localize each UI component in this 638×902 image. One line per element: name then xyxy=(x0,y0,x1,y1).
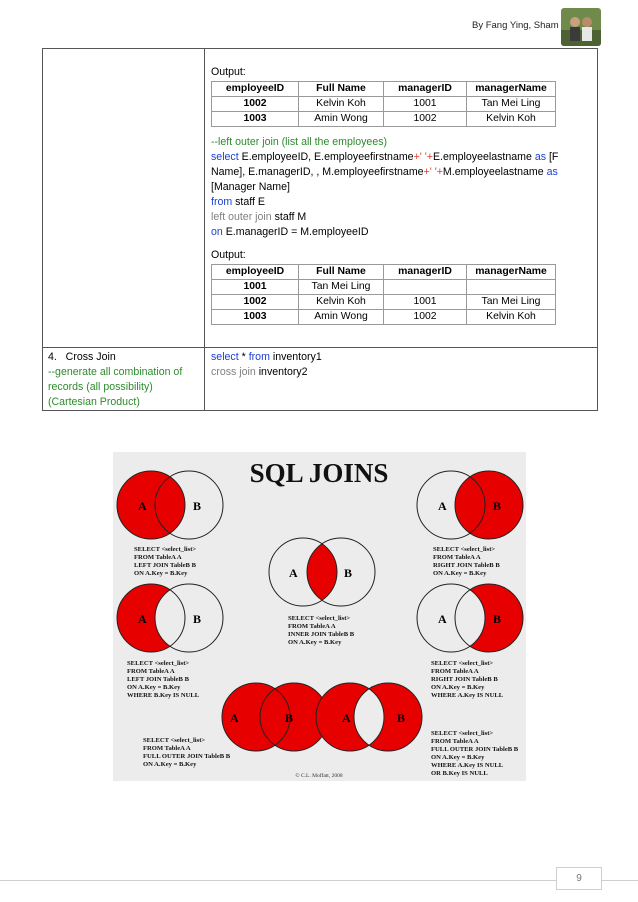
table-cell: Kelvin Koh xyxy=(299,295,384,310)
diagram-credit: © C.L. Moffatt, 2008 xyxy=(295,773,343,779)
table-cell: Amin Wong xyxy=(299,112,384,127)
table-row xyxy=(212,97,556,112)
sql-text: WHERE A.Key IS NULL xyxy=(431,692,504,699)
sql-text: ON A.Key = B.Key xyxy=(433,570,487,577)
column-header: employeeID xyxy=(212,82,299,97)
sql-text: FROM TableA A xyxy=(127,668,175,675)
page-number: 9 xyxy=(556,867,602,890)
table-cell: 1003 xyxy=(212,310,299,325)
section-desc: records (all possibility) xyxy=(48,381,153,393)
output-label: Output: xyxy=(211,249,246,261)
venn-label-a: A xyxy=(342,711,351,725)
sql-text: ON A.Key = B.Key xyxy=(127,684,181,691)
section-desc: (Cartesian Product) xyxy=(48,396,140,408)
cross-join-label-cell xyxy=(43,348,205,411)
code-line: select E.employeeID, E.employeefirstname+' '+E.employeelastname as [F xyxy=(211,151,559,163)
table-cell: 1002 xyxy=(212,295,299,310)
header-author: By Fang Ying, Sham xyxy=(472,20,559,31)
column-header: managerID xyxy=(384,82,467,97)
table-cell: 1002 xyxy=(212,97,299,112)
sql-text: LEFT JOIN TableB B xyxy=(134,562,196,569)
venn-label-b: B xyxy=(493,499,502,513)
sql-text: RIGHT JOIN TableB B xyxy=(431,676,498,683)
code-line: Name], E.managerID, , M.employeefirstname+' '+M.employeelastname as xyxy=(211,166,558,178)
sql-text: FROM TableA A xyxy=(431,668,479,675)
sql-text: FULL OUTER JOIN TableB B xyxy=(143,753,231,760)
sql-text: OR B.Key IS NULL xyxy=(431,770,488,777)
sql-text: FROM TableA A xyxy=(433,554,481,561)
table-cell: 1003 xyxy=(212,112,299,127)
table-cell: Tan Mei Ling xyxy=(299,280,384,295)
sql-text: INNER JOIN TableB B xyxy=(288,631,355,638)
code-line: from staff E xyxy=(211,196,265,208)
table-row xyxy=(43,348,598,411)
code-line: [Manager Name] xyxy=(211,181,290,193)
venn-label-a: A xyxy=(438,499,447,513)
author-avatar xyxy=(561,8,601,46)
table-cell: Kelvin Koh xyxy=(467,310,556,325)
venn-label-a: A xyxy=(138,612,147,626)
sql-text: ON A.Key = B.Key xyxy=(431,754,485,761)
column-header: employeeID xyxy=(212,265,299,280)
footer-rule xyxy=(0,880,638,881)
table-cell: 1001 xyxy=(384,295,467,310)
column-header: Full Name xyxy=(299,82,384,97)
sql-text: FROM TableA A xyxy=(288,623,336,630)
table-cell: Amin Wong xyxy=(299,310,384,325)
venn-label-b: B xyxy=(285,711,294,725)
sql-text: FROM TableA A xyxy=(143,745,191,752)
sql-text: ON A.Key = B.Key xyxy=(431,684,485,691)
table-row xyxy=(212,310,556,325)
table-cell: Kelvin Koh xyxy=(467,112,556,127)
table-cell xyxy=(384,280,467,295)
sql-text: RIGHT JOIN TableB B xyxy=(433,562,500,569)
sql-text: FROM TableA A xyxy=(134,554,182,561)
sql-text: ON A.Key = B.Key xyxy=(143,761,197,768)
table-cell: 1002 xyxy=(384,310,467,325)
venn-label-a: A xyxy=(230,711,239,725)
output-table-inner xyxy=(211,81,556,127)
right-cell-left-outer-join xyxy=(205,49,598,348)
sql-text: FROM TableA A xyxy=(431,738,479,745)
sql-text: SELECT <select_list> xyxy=(143,737,206,744)
table-row xyxy=(43,49,598,348)
table-cell: 1001 xyxy=(212,280,299,295)
table-row xyxy=(212,295,556,310)
venn-label-b: B xyxy=(193,499,202,513)
venn-label-a: A xyxy=(438,612,447,626)
document-table xyxy=(42,48,598,411)
sql-text: SELECT <select_list> xyxy=(134,546,197,553)
venn-label-b: B xyxy=(193,612,202,626)
table-cell: 1001 xyxy=(384,97,467,112)
table-cell: Tan Mei Ling xyxy=(467,295,556,310)
table-row xyxy=(212,112,556,127)
section-title: 4. Cross Join xyxy=(48,351,116,363)
left-cell-empty xyxy=(43,49,205,348)
sql-text: FULL OUTER JOIN TableB B xyxy=(431,746,519,753)
venn-label-b: B xyxy=(397,711,406,725)
column-header: managerName xyxy=(467,82,556,97)
sql-joins-svg xyxy=(113,452,526,781)
table-cell: 1002 xyxy=(384,112,467,127)
sql-text: ON A.Key = B.Key xyxy=(288,639,342,646)
sql-text: SELECT <select_list> xyxy=(127,660,190,667)
sql-text: LEFT JOIN TableB B xyxy=(127,676,189,683)
code-line: on E.managerID = M.employeeID xyxy=(211,226,369,238)
sql-text: SELECT <select_list> xyxy=(431,730,494,737)
venn-label-b: B xyxy=(344,566,353,580)
table-cell: Kelvin Koh xyxy=(299,97,384,112)
cross-join-code-cell xyxy=(205,348,598,411)
sql-joins-diagram xyxy=(113,452,526,781)
sql-text: SELECT <select_list> xyxy=(288,615,351,622)
table-cell xyxy=(467,280,556,295)
code-line: left outer join staff M xyxy=(211,211,307,223)
venn-label-b: B xyxy=(493,612,502,626)
table-row xyxy=(212,280,556,295)
diagram-title: SQL JOINS xyxy=(249,458,389,488)
sql-text: SELECT <select_list> xyxy=(431,660,494,667)
sql-text: WHERE B.Key IS NULL xyxy=(127,692,200,699)
column-header: Full Name xyxy=(299,265,384,280)
table-cell: Tan Mei Ling xyxy=(467,97,556,112)
code-line: cross join inventory2 xyxy=(211,366,308,378)
code-comment: --left outer join (list all the employees) xyxy=(211,136,388,148)
output-label: Output: xyxy=(211,66,246,78)
sql-text: ON A.Key = B.Key xyxy=(134,570,188,577)
output-table-left-outer xyxy=(211,264,556,325)
section-desc: --generate all combination of xyxy=(48,366,183,378)
column-header: managerID xyxy=(384,265,467,280)
sql-text: SELECT <select_list> xyxy=(433,546,496,553)
sql-text: WHERE A.Key IS NULL xyxy=(431,762,504,769)
venn-label-a: A xyxy=(138,499,147,513)
venn-label-a: A xyxy=(289,566,298,580)
code-line: select * from inventory1 xyxy=(211,351,322,363)
column-header: managerName xyxy=(467,265,556,280)
